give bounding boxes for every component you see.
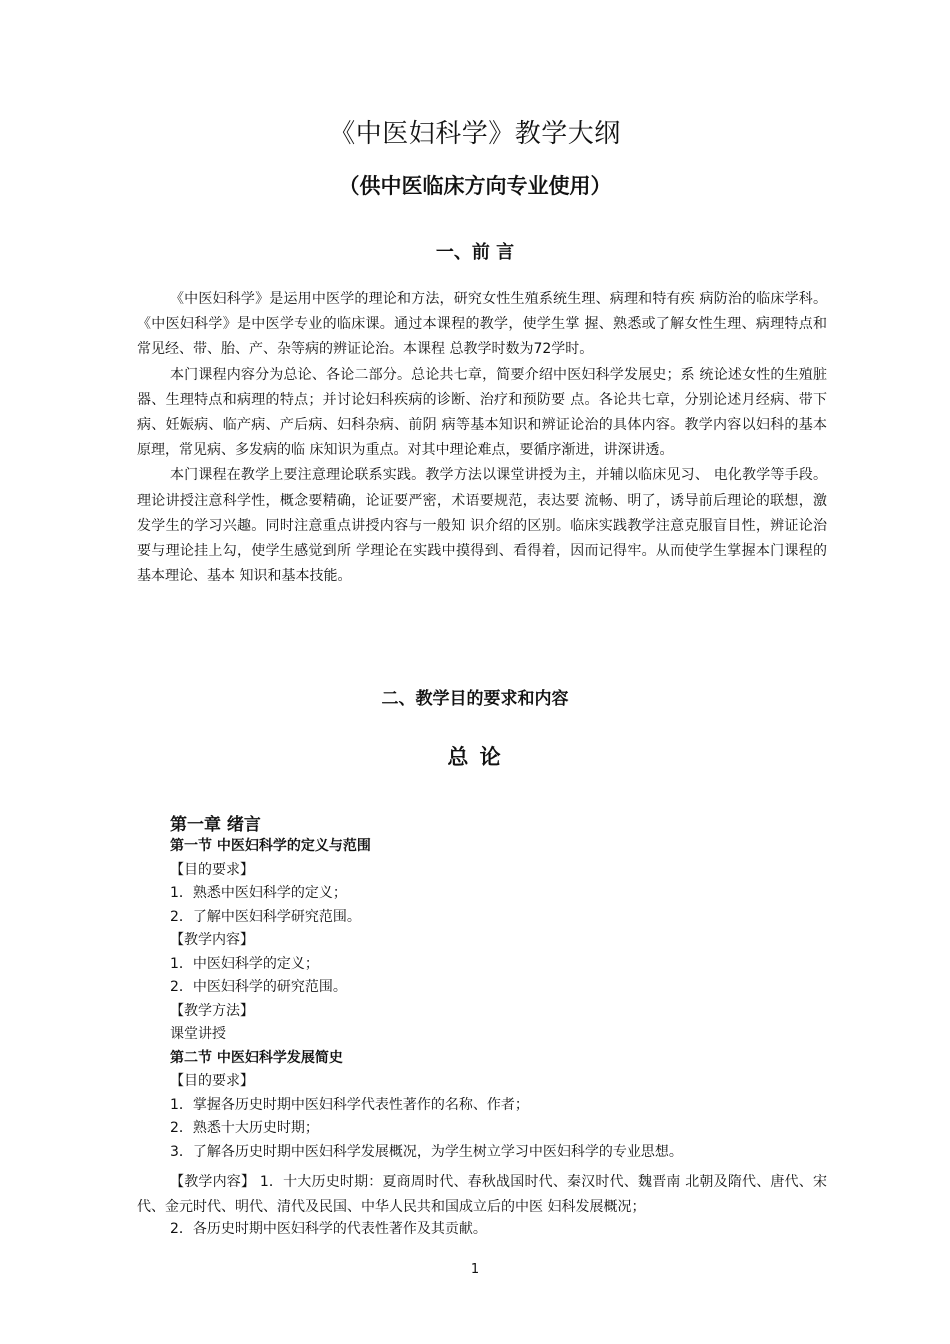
document-subtitle: （供中医临床方向专业使用）	[338, 174, 612, 198]
outline-item: 2．各历史时期中医妇科学的代表性著作及其贡献。	[170, 1221, 487, 1237]
outline-item: 1．中医妇科学的定义；	[170, 955, 319, 972]
general-theory-heading: 总 论	[447, 745, 503, 769]
section-title: 第一节 中医妇科学的定义与范围	[170, 838, 371, 854]
teaching-content-block	[137, 1170, 827, 1220]
section-title: 第二节 中医妇科学发展简史	[170, 1049, 343, 1066]
chapter-outline	[170, 835, 850, 1164]
outline-item: 3．了解各历史时期中医妇科学发展概况，为学生树立学习中医妇科学的专业思想。	[170, 1143, 683, 1160]
outline-item: 课堂讲授	[170, 1026, 226, 1042]
outline-item: 2．熟悉十大历史时期；	[170, 1120, 319, 1136]
outline-label: 【教学内容】	[170, 932, 254, 948]
teaching-content-paragraph: 【教学内容】 1．十大历史时期：夏商周时代、春秋战国时代、秦汉时代、魏晋南 北朝及隋代、唐代、宋代、金元时代、明代、清代及民国、中华人民共和国成立后的中医 妇科发展概况；	[137, 1174, 827, 1215]
document-title: 《中医妇科学》教学大纲	[329, 119, 621, 149]
outline-label: 【目的要求】	[170, 861, 254, 878]
preface-paragraph: 《中医妇科学》是运用中医学的理论和方法，研究女性生殖系统生理、病理和特有疾 病防治的临床学科。《中医妇科学》是中医学专业的临床课。通过本课程的教学，使学生掌 握、熟悉或了解女性生理、病理特点和常见经、带、胎、产、杂等病的辨证论治。本课程 总教学时数为72学时。	[137, 291, 827, 358]
preface-paragraph: 本门课程在教学上要注意理论联系实践。教学方法以课堂讲授为主，并辅以临床见习、 电化教学等手段。理论讲授注意科学性，概念要精确，论证要严密，术语要规范，表达要 流畅、明了，诱导前后理论的联想，激发学生的学习兴趣。同时注意重点讲授内容与一般知 识介绍的区别。临床实践教学注意克服盲目性，辨证论治要与理论挂上勾，使学生感觉到所 学理论在实践中摸得到、看得着，因而记得牢。从而使学生掌握本门课程的基本理论、基本 知识和基本技能。	[137, 467, 827, 585]
outline-item: 2．中医妇科学的研究范围。	[170, 979, 347, 995]
outline-label: 【目的要求】	[170, 1073, 254, 1089]
section-heading-preface: 一、前 言	[435, 242, 515, 263]
outline-item: 2．了解中医妇科学研究范围。	[170, 908, 361, 925]
preface-paragraph: 本门课程内容分为总论、各论二部分。总论共七章，简要介绍中医妇科学发展史；系 统论述女性的生殖脏器、生理特点和病理的特点；并讨论妇科疾病的诊断、治疗和预防要 点。各论共七章，分别论述月经病、带下病、妊娠病、临产病、产后病、妇科杂病、前阴 病等基本知识和辨证论治的具体内容。教学内容以妇科的基本原理，常见病、多发病的临 床知识为重点。对其中理论难点，要循序渐进，讲深讲透。	[137, 366, 827, 459]
preface-body	[137, 287, 827, 589]
outline-item: 1．熟悉中医妇科学的定义；	[170, 885, 347, 901]
outline-item: 1．掌握各历史时期中医妇科学代表性著作的名称、作者；	[170, 1096, 529, 1113]
chapter-heading: 第一章 绪言	[170, 815, 261, 835]
section-heading-objectives: 二、教学目的要求和内容	[381, 689, 569, 709]
page-number: 1	[470, 1262, 480, 1277]
outline-label: 【教学方法】	[170, 1002, 254, 1019]
